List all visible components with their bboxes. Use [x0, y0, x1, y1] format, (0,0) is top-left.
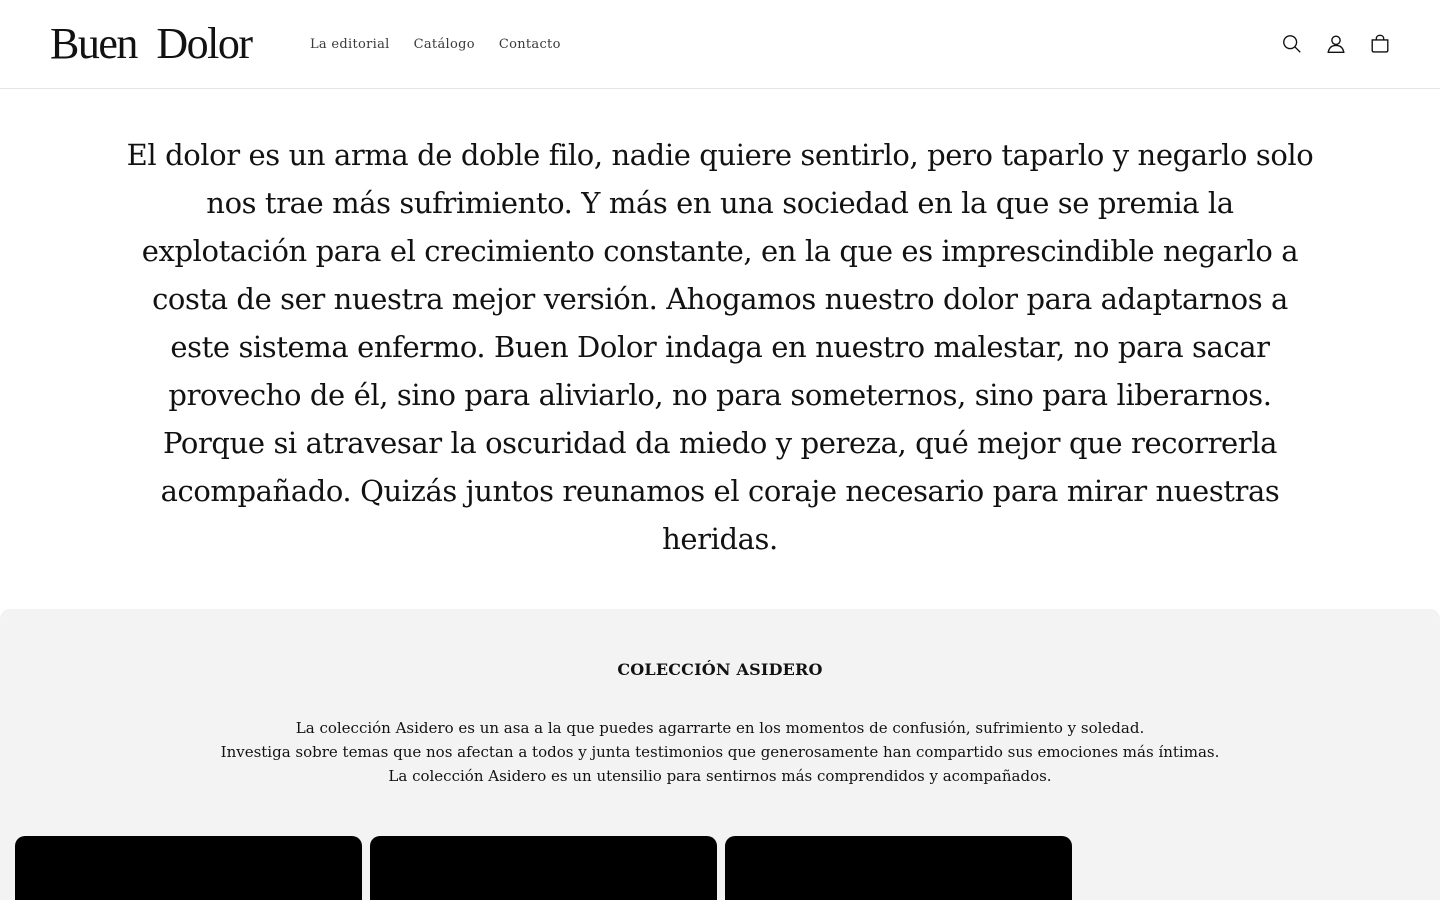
search-button[interactable] — [1280, 28, 1304, 60]
intro-paragraph: El dolor es un arma de doble filo, nadie quiere sentirlo, pero taparlo y negarlo solo nos trae más sufrimiento. Y más en una sociedad en la que se premia la explotación para el crecimiento constante, en la que es imprescindible negarlo a costa de ser nuestra mejor versión. Ahogamos nuestro dolor para adaptarnos a este sistema enfermo. Buen Dolor indaga en nuestro malestar, no para sacar provecho de él, sino para aliviarlo, no para someternos, sino para liberarnos. Porque si atravesar la oscuridad da miedo y pereza, qué mejor que recorrerla acompañado. Quizás juntos reunamos el coraje necesario para mirar nuestras heridas. — [126, 138, 1314, 556]
nav-link-contacto[interactable]: Contacto — [498, 37, 561, 52]
collection-description — [0, 716, 1440, 788]
cart-button[interactable] — [1368, 28, 1392, 60]
product-grid — [15, 836, 1072, 900]
cart-icon — [1369, 33, 1391, 55]
product-card[interactable] — [370, 836, 717, 900]
account-button[interactable] — [1324, 28, 1348, 60]
account-icon — [1325, 33, 1347, 55]
intro-text — [120, 131, 1320, 563]
site-logo[interactable]: Buen Dolor — [50, 19, 252, 68]
product-card[interactable] — [15, 836, 362, 900]
product-card[interactable] — [725, 836, 1072, 900]
collection-title: COLECCIÓN ASIDERO — [617, 660, 823, 679]
main-nav — [310, 36, 561, 54]
header-icons — [1280, 28, 1392, 60]
site-header — [0, 0, 1440, 89]
collection-description-line: La colección Asidero es un utensilio para sentirnos más comprendidos y acompañados. — [388, 767, 1052, 785]
collection-description-line: La colección Asidero es un asa a la que puedes agarrarte en los momentos de confusión, sufrimiento y soledad. — [295, 719, 1145, 737]
nav-link-la-editorial[interactable]: La editorial — [310, 37, 390, 52]
collection-description-line: Investiga sobre temas que nos afectan a todos y junta testimonios que generosamente han compartido sus emociones más íntimas. — [220, 743, 1220, 761]
search-icon — [1281, 33, 1303, 55]
collection-section — [0, 609, 1440, 900]
nav-link-catalogo[interactable]: Catálogo — [413, 37, 475, 52]
